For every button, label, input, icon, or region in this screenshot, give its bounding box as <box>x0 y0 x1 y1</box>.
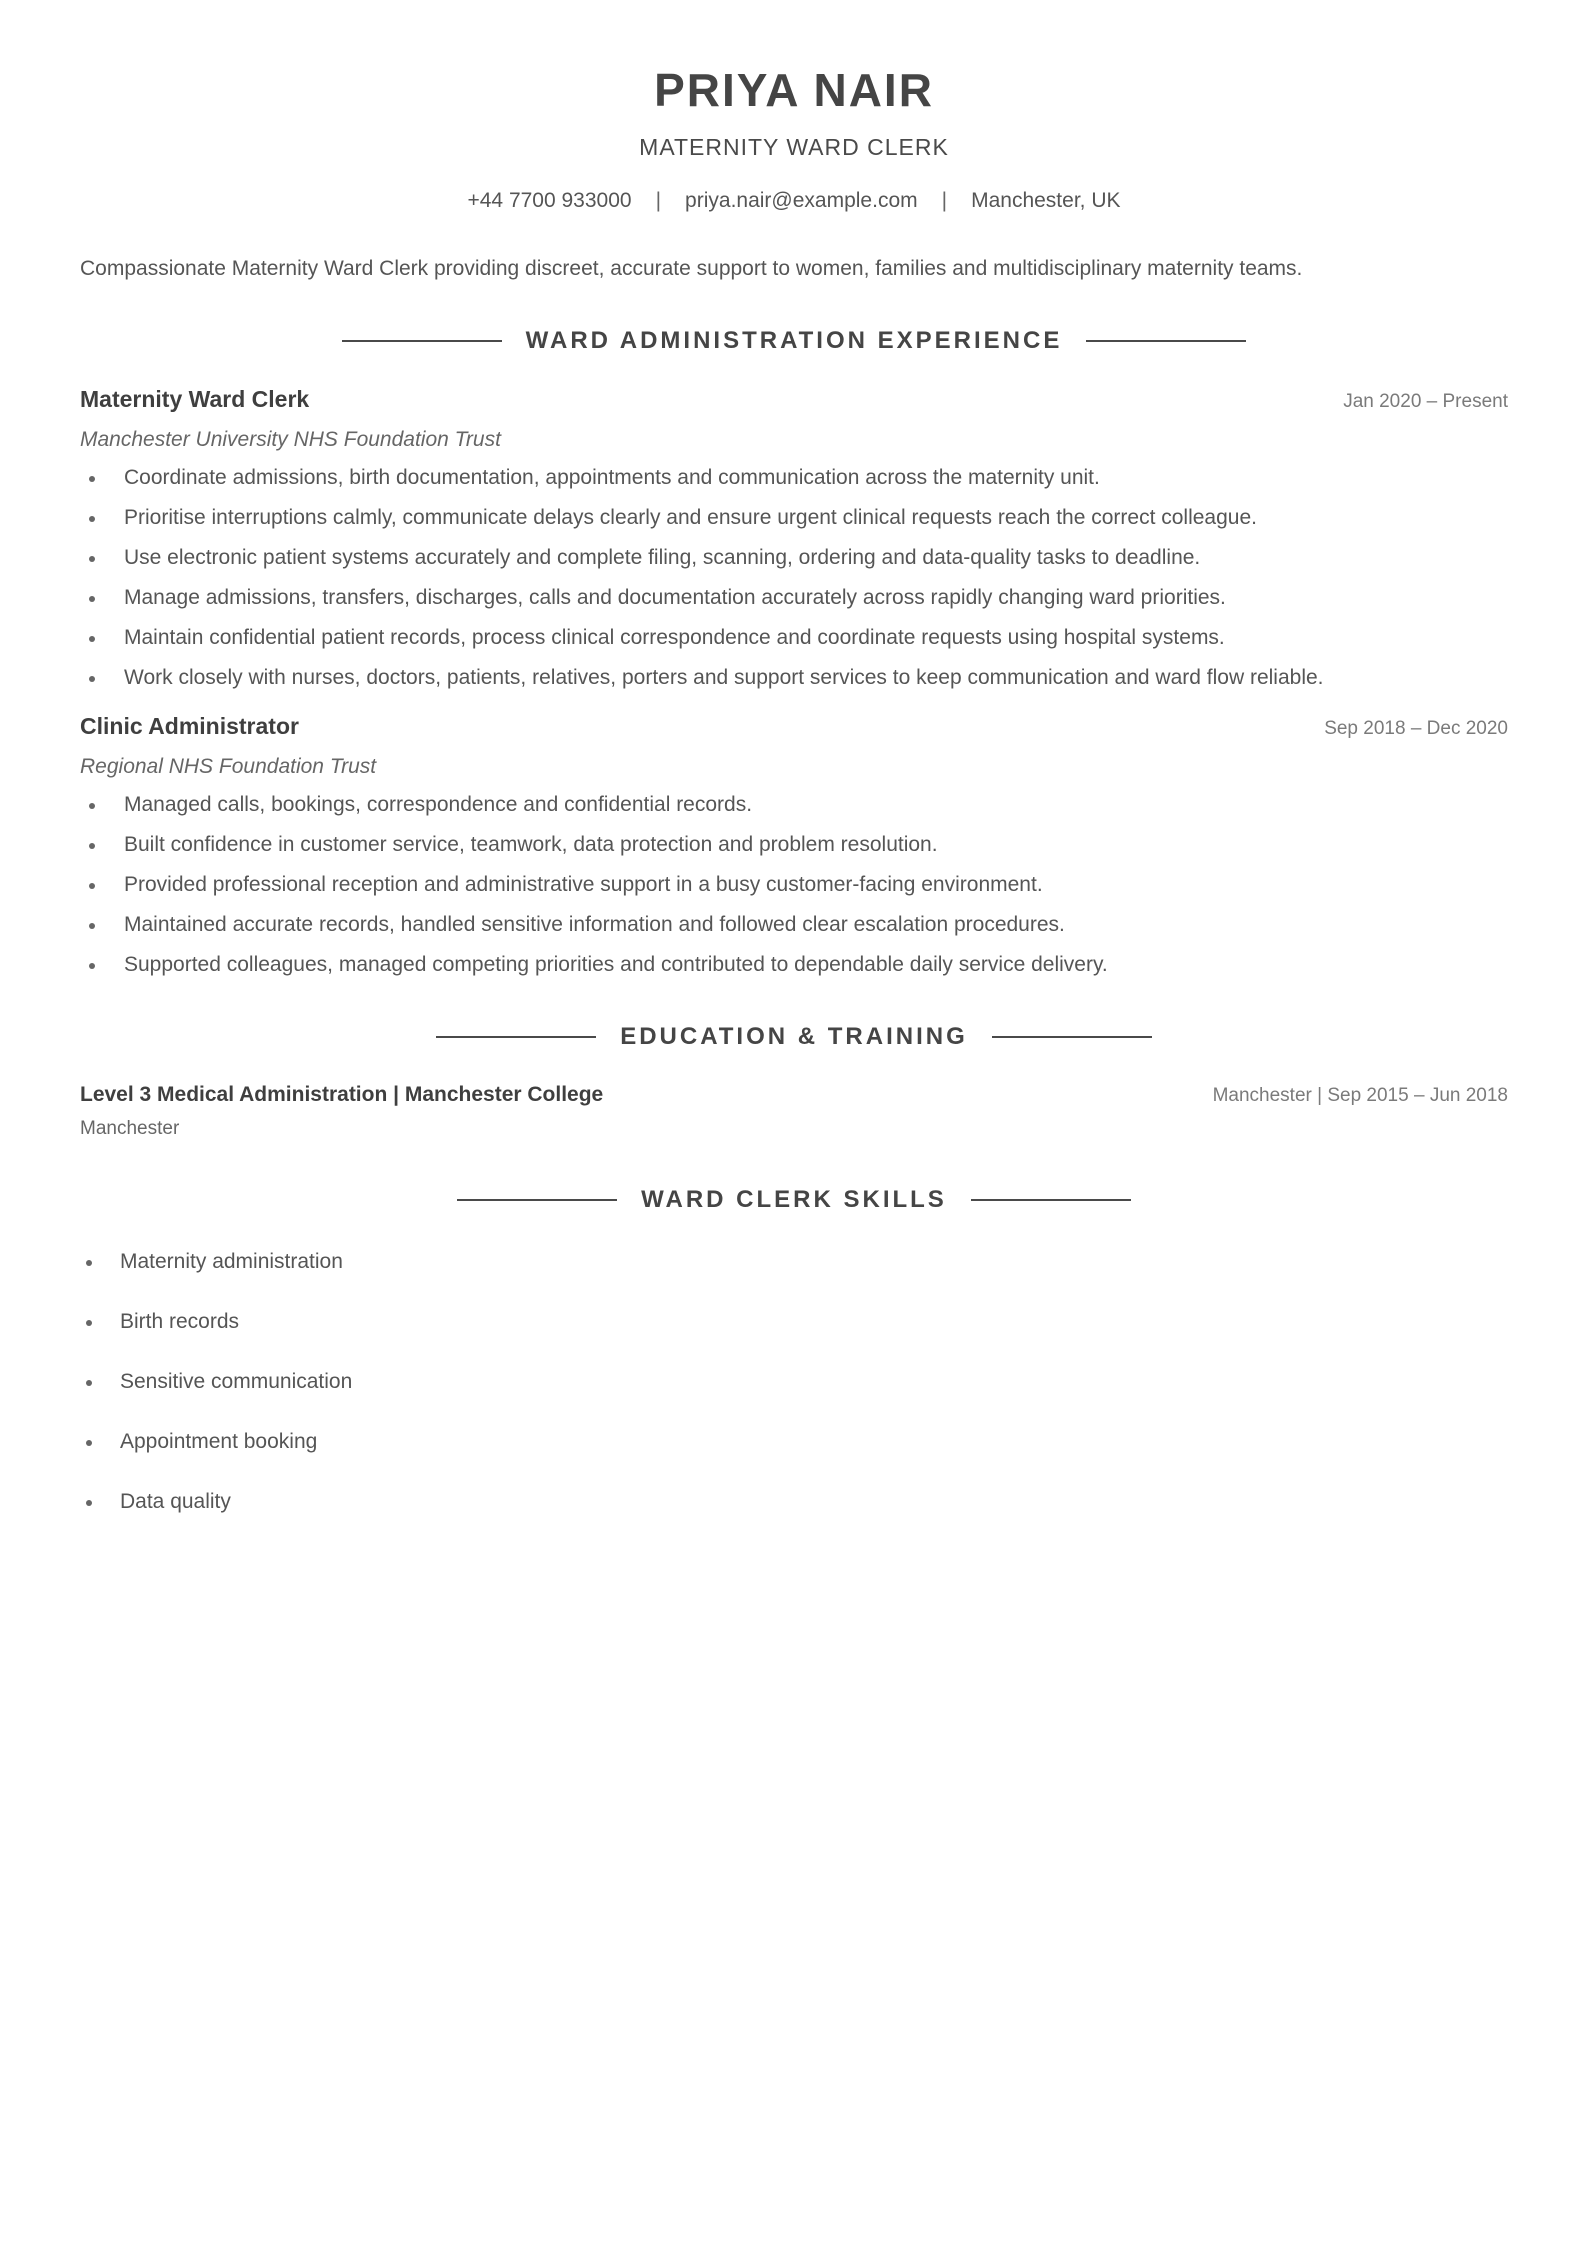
heading-rule-right <box>1086 340 1246 342</box>
skill-item: Sensitive communication <box>80 1367 1508 1397</box>
skill-item: Data quality <box>80 1487 1508 1517</box>
section-heading-education <box>80 1020 1508 1054</box>
job-bullet: Manage admissions, transfers, discharges, calls and documentation accurately across rapidly changing ward priorities. <box>80 583 1508 613</box>
job-dates: Jan 2020 – Present <box>1343 391 1508 412</box>
section-title: WARD ADMINISTRATION EXPERIENCE <box>525 327 1063 354</box>
skills-list <box>80 1247 1508 1517</box>
job-bullets <box>80 463 1508 693</box>
job-headline: MATERNITY WARD CLERK <box>639 134 949 160</box>
job-bullet: Prioritise interruptions calmly, communicate delays clearly and ensure urgent clinical requests reach the correct colleague. <box>80 503 1508 533</box>
job-dates: Sep 2018 – Dec 2020 <box>1324 718 1508 739</box>
section-title: EDUCATION & TRAINING <box>620 1023 968 1050</box>
contact-separator: | <box>655 189 662 212</box>
heading-rule-right <box>992 1036 1152 1038</box>
job-bullet: Work closely with nurses, doctors, patients, relatives, porters and support services to keep communication and ward flow reliable. <box>80 663 1508 693</box>
job-bullet: Maintained accurate records, handled sensitive information and followed clear escalation procedures. <box>80 910 1508 940</box>
section-title: WARD CLERK SKILLS <box>641 1186 947 1213</box>
heading-rule-left <box>457 1199 617 1201</box>
education-entry <box>80 1080 1508 1143</box>
education-title: Level 3 Medical Administration | Manchester College <box>80 1083 604 1106</box>
job-bullet: Supported colleagues, managed competing priorities and contributed to dependable daily service delivery. <box>80 950 1508 980</box>
job-bullet: Maintain confidential patient records, process clinical correspondence and coordinate requests using hospital systems. <box>80 623 1508 653</box>
heading-rule-left <box>436 1036 596 1038</box>
job-bullet: Provided professional reception and administrative support in a busy customer-facing environment. <box>80 870 1508 900</box>
job-employer: Regional NHS Foundation Trust <box>80 755 377 778</box>
job-bullet: Built confidence in customer service, teamwork, data protection and problem resolution. <box>80 830 1508 860</box>
skill-item: Appointment booking <box>80 1427 1508 1457</box>
job-title: Maternity Ward Clerk <box>80 386 310 412</box>
job-bullets <box>80 790 1508 980</box>
contact-email: priya.nair@example.com <box>685 189 918 212</box>
job-employer: Manchester University NHS Foundation Trust <box>80 428 501 451</box>
job-entry <box>80 711 1508 980</box>
section-heading-skills <box>80 1183 1508 1217</box>
skill-item: Maternity administration <box>80 1247 1508 1277</box>
contact-phone: +44 7700 933000 <box>467 189 632 212</box>
job-bullet: Use electronic patient systems accurately and complete filing, scanning, ordering and data-quality tasks to deadline. <box>80 543 1508 573</box>
contact-line <box>80 186 1508 216</box>
job-entry <box>80 384 1508 693</box>
job-bullet: Coordinate admissions, birth documentation, appointments and communication across the maternity unit. <box>80 463 1508 493</box>
education-location: Manchester <box>80 1118 180 1139</box>
job-title: Clinic Administrator <box>80 713 299 739</box>
candidate-name: PRIYA NAIR <box>654 64 934 116</box>
professional-summary: Compassionate Maternity Ward Clerk providing discreet, accurate support to women, families and multidisciplinary maternity teams. <box>80 257 1303 280</box>
job-bullet: Managed calls, bookings, correspondence and confidential records. <box>80 790 1508 820</box>
education-meta: Manchester | Sep 2015 – Jun 2018 <box>1212 1085 1508 1106</box>
section-heading-experience <box>80 324 1508 358</box>
contact-separator: | <box>941 189 948 212</box>
skill-item: Birth records <box>80 1307 1508 1337</box>
heading-rule-left <box>342 340 502 342</box>
heading-rule-right <box>971 1199 1131 1201</box>
contact-location: Manchester, UK <box>971 189 1121 212</box>
